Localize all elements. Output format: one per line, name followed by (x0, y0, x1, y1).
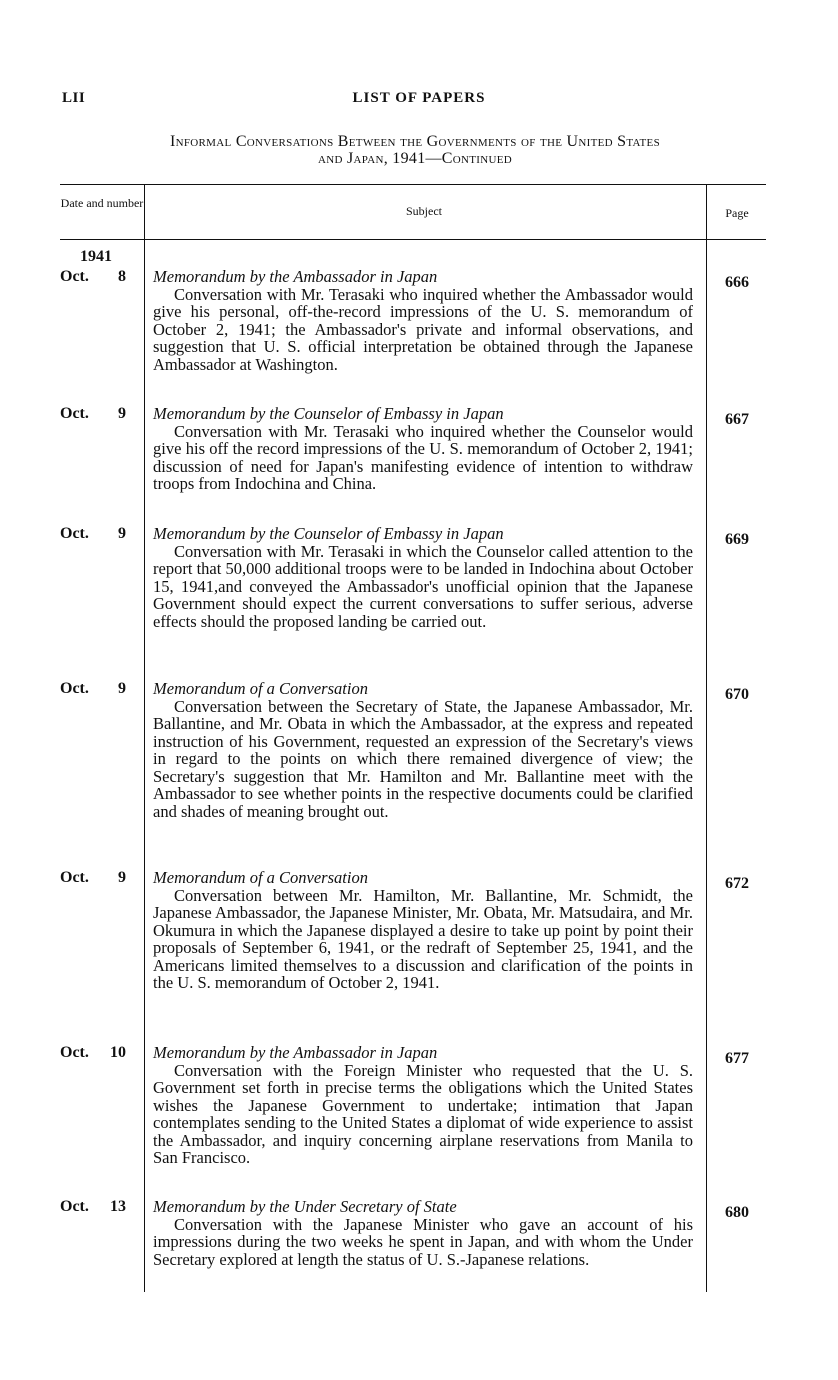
page-number: LII (62, 90, 86, 106)
entry-title: Memorandum by the Counselor of Embassy in Japan (153, 404, 504, 423)
entry-subject (153, 1198, 693, 1268)
section-title-line-1: Informal Conversations Between the Governments of the United States (170, 133, 660, 150)
page-column-divider (706, 184, 707, 1292)
entry-subject (153, 1044, 693, 1167)
entry-title: Memorandum by the Counselor of Embassy in Japan (153, 524, 504, 543)
entry-page: 669 (725, 531, 749, 548)
entry-day: 8 (118, 268, 126, 285)
entry-month: Oct. (60, 869, 89, 886)
entry-day: 9 (118, 525, 126, 542)
entry-day: 13 (110, 1198, 126, 1215)
entry-description: Conversation with the Foreign Minister who requested that the U. S. Government set forth in precise terms the obligations which the United States wishes the Japanese Government to undertake; intimation that Japan contemplates sending to the United States a diplomat of wide experience to assist the Ambassador, and inquiry concerning airplane reservations from Manila to San Francisco. (153, 1060, 693, 1167)
entry-subject (153, 525, 693, 630)
entry-page: 672 (725, 875, 749, 892)
entry-month: Oct. (60, 525, 89, 542)
column-header-subject: Subject (406, 204, 442, 218)
entry-title: Memorandum by the Ambassador in Japan (153, 267, 438, 286)
entry-subject (153, 405, 693, 493)
date-column-divider (144, 184, 145, 1292)
section-title-line-2: and Japan, 1941—Continued (318, 150, 512, 167)
entry-page: 680 (725, 1204, 749, 1221)
entry-month: Oct. (60, 268, 89, 285)
entry-day: 9 (118, 405, 126, 422)
entry-description: Conversation between the Secretary of State, the Japanese Ambassador, Mr. Ballantine, and Mr. Obata in which the Ambassador, at the express and repeated instruction of his Government, requested an expression of the Secretary's views in regard to the points on which there remained divergence of view; the Secretary's suggestion that Mr. Hamilton and Mr. Ballantine meet with the Ambassador to see whether points in the respective documents could be clarified and shades of meaning brought out. (153, 696, 693, 821)
entry-subject (153, 680, 693, 820)
entry-description: Conversation with Mr. Terasaki who inquired whether the Ambassador would give his personal, off-the-record impressions of the U. S. memorandum of October 2, 1941; the Ambassador's private and informal observations, and suggestion that U. S. official interpretation be obtained through the Japanese Ambassador at Washington. (153, 284, 693, 374)
entry-description: Conversation between Mr. Hamilton, Mr. Ballantine, Mr. Schmidt, the Japanese Ambassador, the Japanese Minister, Mr. Obata, Mr. Matsudaira, and Mr. Okumura in which the Japanese displayed a desire to take up point by point their proposals of September 6, 1941, or the redraft of September 25, 1941, and the Americans limited themselves to a discussion and clarification of the points in the U. S. memorandum of October 2, 1941. (153, 885, 693, 992)
entry-month: Oct. (60, 405, 89, 422)
section-title (60, 133, 770, 167)
entry-subject (153, 869, 693, 992)
entry-day: 9 (118, 680, 126, 697)
entry-subject (153, 268, 693, 373)
entry-description: Conversation with Mr. Terasaki in which the Counselor called attention to the report that 50,000 additional troops were to be landed in Indochina about October 15, 1941,and conveyed the Ambassador's unofficial opinion that the Japanese Government should expect the current conversations to suffer serious, adverse effects should the proposed landing be carried out. (153, 541, 693, 631)
entry-title: Memorandum of a Conversation (153, 679, 368, 698)
entry-description: Conversation with the Japanese Minister who gave an account of his impressions during the two weeks he spent in Japan, and with whom the Under Secretary explored at length the status of U. S.-Japanese relations. (153, 1214, 693, 1269)
table-header-rule (60, 239, 766, 240)
entry-day: 10 (110, 1044, 126, 1061)
entry-title: Memorandum by the Ambassador in Japan (153, 1043, 438, 1062)
entry-page: 666 (725, 274, 749, 291)
entry-day: 9 (118, 869, 126, 886)
entry-description: Conversation with Mr. Terasaki who inquired whether the Counselor would give his off the record impressions of the U. S. memorandum of October 2, 1941; discussion of need for Japan's manifesting evidence of intention to withdraw troops from Indochina and China. (153, 421, 693, 493)
entry-page: 677 (725, 1050, 749, 1067)
entry-month: Oct. (60, 680, 89, 697)
running-head: LIST OF PAPERS (352, 90, 486, 106)
year-label: 1941 (80, 248, 112, 265)
entry-title: Memorandum by the Under Secretary of State (153, 1197, 457, 1216)
column-header-date: Date and number (60, 196, 144, 210)
entry-page: 670 (725, 686, 749, 703)
entry-month: Oct. (60, 1044, 89, 1061)
entry-month: Oct. (60, 1198, 89, 1215)
table-top-rule (60, 184, 766, 185)
entry-title: Memorandum of a Conversation (153, 868, 368, 887)
entry-page: 667 (725, 411, 749, 428)
column-header-page: Page (725, 206, 749, 220)
